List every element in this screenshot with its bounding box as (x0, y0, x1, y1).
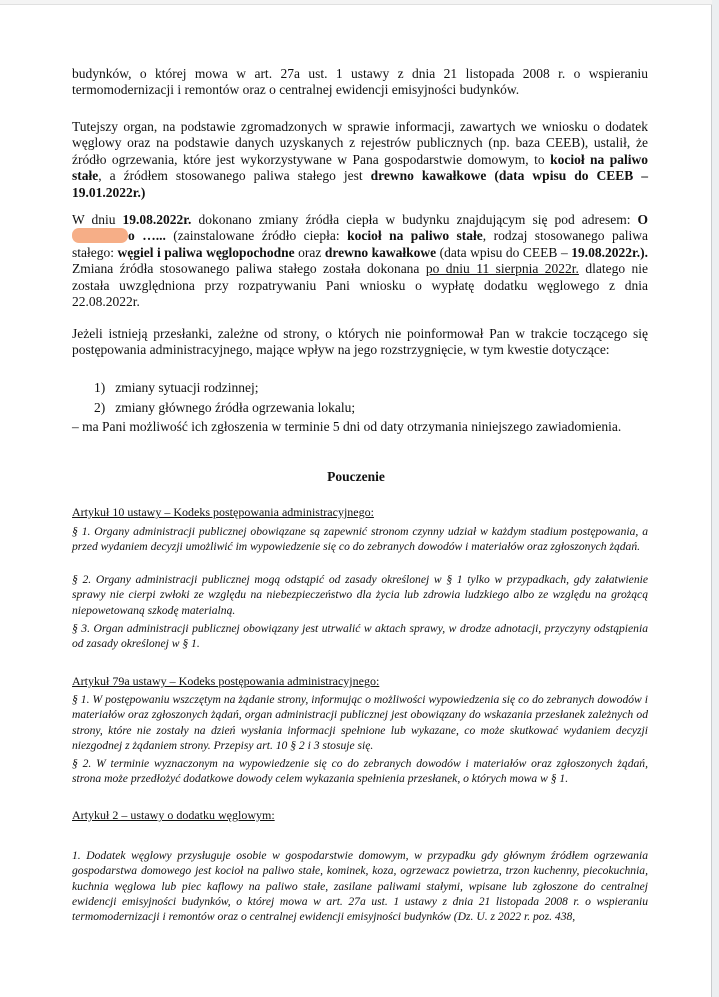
article-10-para-1: § 1. Organy administracji publicznej obowiązane są zapewnić stronom czynny udział w każdym stadium postępowania, a przed wydaniem decyzji umożliwić im wypowiedzenie się co do zebranych dowodów i materiałów oraz zgłoszonych żądań. (72, 525, 648, 554)
address-redacted: Oo …... (72, 212, 648, 243)
page-top-edge (0, 0, 712, 5)
list-item: 1) zmiany sytuacji rodzinnej; (94, 380, 259, 395)
paragraph-heat-source-change: W dniu 19.08.2022r. dokonano zmiany źródła ciepła w budynku znajdującym się pod adresem: Oo …... (zainstalowane źródło ciepła: kocioł na paliwo stałe, rodzaj stosowanego paliwa stałego: węgiel i paliwa węglopochodne oraz drewno kawałkowe (data wpisu do CEEB – 19.08.2022r.). Zmiana źródła stosowanego paliwa stałego została dokonana po dniu 11 sierpnia 2022r. dlatego nie została uwzględniona przy rozpatrywaniu Pani wniosku o wypłatę dodatku węglowego z dnia 22.08.2022r. (72, 212, 648, 310)
article-10-heading: Artykuł 10 ustawy – Kodeks postępowania administracyjnego: (72, 505, 374, 519)
list-item: 2) zmiany głównego źródła ogrzewania lokalu; (94, 400, 356, 415)
section-title-pouczenie: Pouczenie (327, 469, 385, 484)
article-79a-heading: Artykuł 79a ustawy – Kodeks postępowania administracyjnego: (72, 674, 380, 688)
paragraph-heating-source: Tutejszy organ, na podstawie zgromadzonych w sprawie informacji, zawartych we wniosku o dodatek węglowy oraz na podstawie danych uzyskanych z rejestrów publicznych (np. baza CEEB), ustalił, że źródło ogrzewania, które jest wykorzystywane w Pana gospodarstwie domowym, to kocioł na paliwo stałe, a źródłem stosowanego paliwa stałego jest drewno kawałkowe (data wpisu do CEEB – 19.01.2022r.) (72, 119, 649, 200)
conditions-list (94, 380, 355, 420)
paragraph-conditions: Jeżeli istnieją przesłanki, zależne od strony, o których nie poinformował Pan w trakcie toczącego się postępowania administracyjnego, mające wpływ na jego rozstrzygnięcie, w tym kwestie dotyczące: (72, 326, 648, 358)
article-2-para-1: 1. Dodatek węglowy przysługuje osobie w gospodarstwie domowym, w przypadku gdy głównym źródłem ogrzewania gospodarstwa domowego jest kocioł na paliwo stałe, kominek, koza, ogrzewacz powietrza, trzon kuchenny, piecokuchnia, kuchnia węglowa lub piec kaflowy na paliwo stałe, zasilane paliwami stałymi, wpisane lub zgłoszone do centralnej ewidencji emisyjności budynków, o której mowa w art. 27a ust. 1 ustawy z dnia 21 listopada 2008 r. o wspieraniu termomodernizacji i remontów oraz o centralnej ewidencji emisyjności budynków (Dz. U. z 2022 r. poz. 438, (72, 849, 648, 924)
paragraph-deadline: – ma Pani możliwość ich zgłoszenia w terminie 5 dni od daty otrzymania niniejszego zawiadomienia. (72, 419, 622, 434)
article-2-heading: Artykuł 2 – ustawy o dodatku węglowym: (72, 808, 275, 822)
article-10-para-2: § 2. Organy administracji publicznej mogą odstąpić od zasady określonej w § 1 tylko w przypadkach, gdy załatwienie sprawy nie cierpi zwłoki ze względu na niebezpieczeństwo dla życia lub zdrowia ludzkiego albo ze względu na grożącą niepowetowaną szkodę materialną. (72, 573, 648, 617)
article-79a-para-2: § 2. W terminie wyznaczonym na wypowiedzenie się co do zebranych dowodów i materiałów oraz zgłoszonych żądań, strona może przedłożyć dodatkowe dowody celem wykazania spełnienia przesłanek, o których mowa w § 1. (72, 757, 648, 786)
paragraph-intro: budynków, o której mowa w art. 27a ust. 1 ustawy z dnia 21 listopada 2008 r. o wspieraniu termomodernizacji i remontów oraz o centralnej ewidencji emisyjności budynków. (72, 66, 648, 98)
article-79a-para-1: § 1. W postępowaniu wszczętym na żądanie strony, informując o możliwości wypowiedzenia się co do zebranych dowodów i materiałów oraz zgłoszonych żądań, organ administracji publicznej jest obowiązany do wskazania przesłanek zależnych od strony, które nie zostały na dzień wysłania informacji spełnione lub wykazane, co może skutkować wydaniem decyzji niezgodnej z żądaniem strony. Przepisy art. 10 § 2 i 3 stosuje się. (72, 693, 648, 752)
article-10-para-3: § 3. Organ administracji publicznej obowiązany jest utrwalić w aktach sprawy, w drodze adnotacji, przyczyny odstąpienia od zasady określonej w § 1. (72, 622, 648, 651)
redaction-mark (72, 228, 128, 243)
